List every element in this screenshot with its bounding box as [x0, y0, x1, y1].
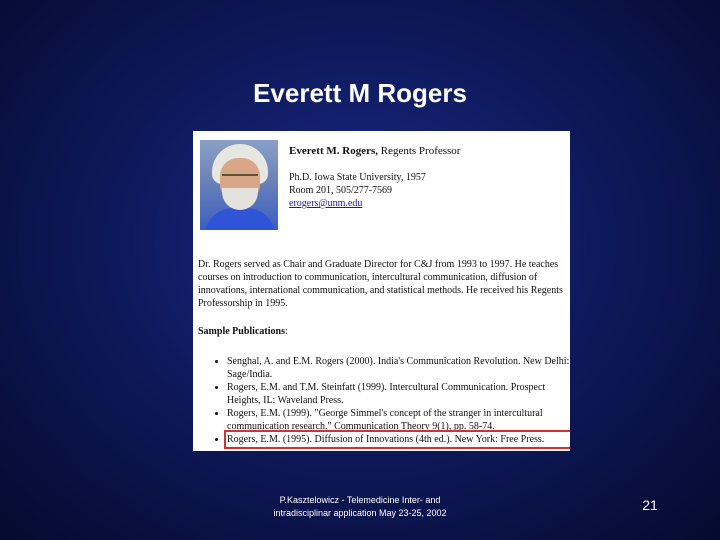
publication-item: • Senghal, A. and E.M. Rogers (2000). India's Communication Revolution. New Delhi: Sage/India. [227, 355, 570, 381]
page-number: 21 [642, 497, 658, 513]
publications-list [213, 355, 570, 446]
profile-office: Room 201, 505/277-7569 [289, 185, 393, 196]
profile-bio: Dr. Rogers served as Chair and Graduate Director for C&J from 1993 to 1997. He teaches courses on introduction to communication, intercultural communication, diffusion of innovations, international communication, and statistical methods. He received his Regents Professorship in 1995. [198, 259, 563, 309]
profile-email-link[interactable]: erogers@unm.edu [289, 198, 363, 209]
footer-line-1: P.Kasztelowicz - Telemedicine Inter- and [279, 495, 441, 505]
footer-line-2: intradisciplinar application May 23-25, 2002 [273, 508, 447, 518]
publication-item: • Rogers, E.M. (1999). "George Simmel's concept of the stranger in intercultural communication research." Communication Theory 9(1), pp. 58-74. [227, 407, 570, 433]
profile-name: Everett M. Rogers, [289, 145, 378, 157]
slide-footer [240, 494, 480, 520]
publications-heading [198, 326, 288, 337]
profile-role: Regents Professor [377, 145, 461, 157]
portrait-photo [200, 140, 278, 230]
publication-item: • Rogers, E.M. and T.M. Steinfatt (1999). Intercultural Communication. Prospect Heights, IL: Waveland Press. [227, 381, 570, 407]
profile-degree: Ph.D. Iowa State University, 1957 [289, 172, 426, 183]
profile-header [289, 144, 460, 158]
publications-heading-label: Sample Publications [198, 326, 285, 337]
slide-title: Everett M Rogers [253, 78, 467, 108]
publications-heading-colon: : [284, 326, 288, 337]
profile-webpage-screenshot [193, 131, 570, 451]
publication-item-highlighted: • Rogers, E.M. (1995). Diffusion of Innovations (4th ed.). New York: Free Press. [227, 433, 570, 446]
profile-contact [289, 171, 426, 210]
